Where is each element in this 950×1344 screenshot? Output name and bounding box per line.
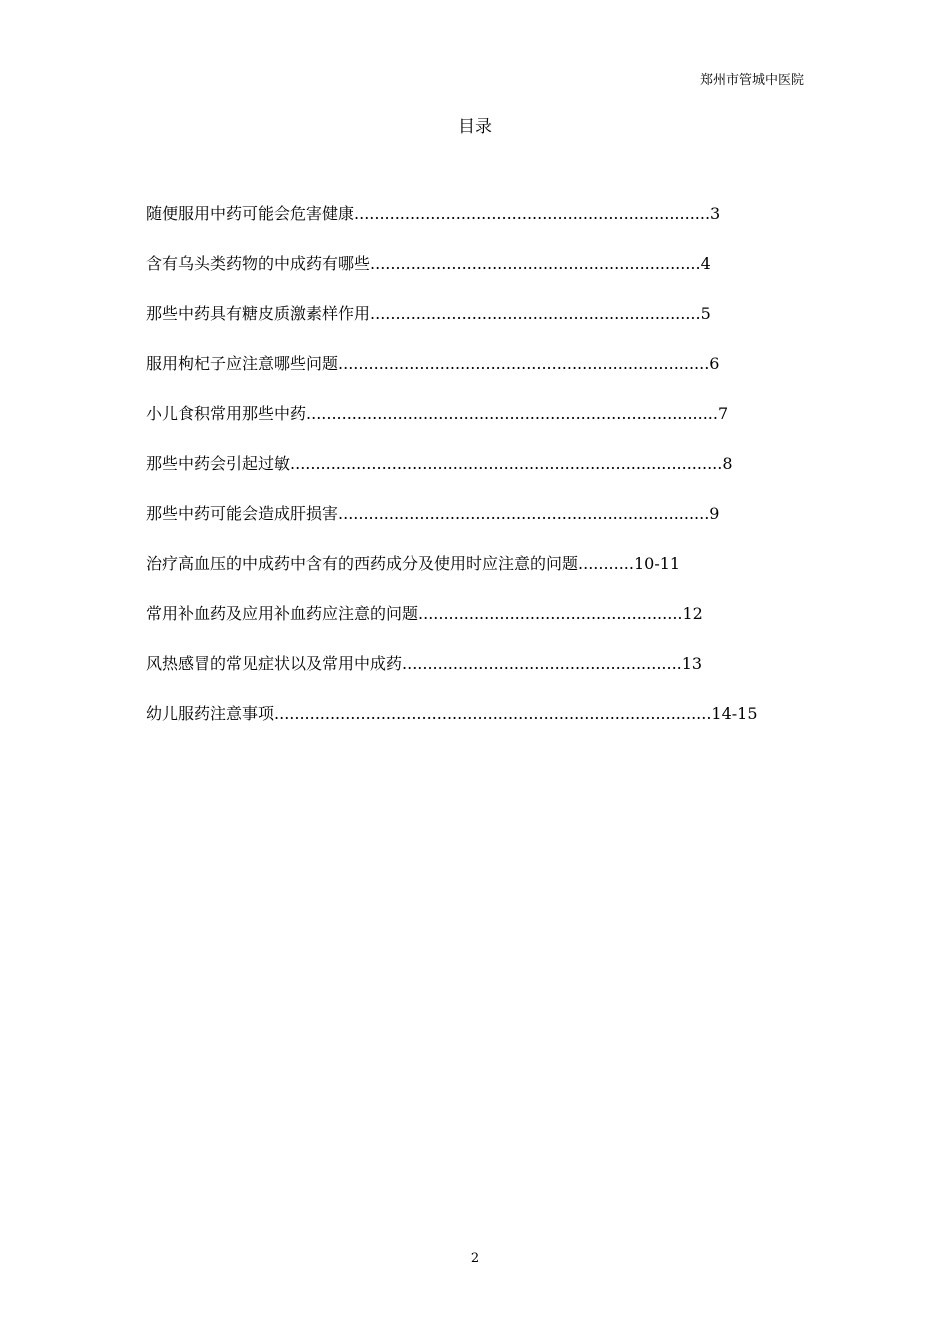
toc-page-number: 3 — [710, 204, 721, 223]
toc-entry-title: 那些中药可能会造成肝损害 — [146, 504, 339, 523]
toc-entry[interactable] — [146, 353, 786, 403]
toc-leader: ........... — [578, 554, 634, 573]
toc-leader: ...................................................................... — [354, 204, 711, 223]
toc-entry-title: 治疗高血压的中成药中含有的西药成分及使用时应注意的问题 — [146, 554, 579, 573]
page-number: 2 — [470, 1251, 480, 1266]
toc-page-number: 9 — [709, 504, 720, 523]
toc-leader: ................................................................................. — [306, 404, 718, 423]
header-org: 郑州市管城中医院 — [699, 73, 804, 88]
table-of-contents — [146, 203, 786, 753]
toc-leader: ......................................................................... — [338, 504, 710, 523]
toc-entry[interactable] — [146, 403, 786, 453]
toc-page-number: 4 — [700, 254, 711, 273]
toc-entry[interactable] — [146, 653, 786, 703]
toc-entry-title: 含有乌头类药物的中成药有哪些 — [146, 254, 371, 273]
toc-page-number: 10-11 — [633, 554, 681, 573]
toc-page-number: 13 — [681, 654, 703, 673]
toc-leader: ......................................................................... — [338, 354, 710, 373]
toc-entry[interactable] — [146, 253, 786, 303]
toc-entry[interactable] — [146, 603, 786, 653]
toc-page-number: 6 — [709, 354, 720, 373]
toc-entry[interactable] — [146, 503, 786, 553]
toc-leader: ....................................................... — [402, 654, 682, 673]
toc-entry-title: 常用补血药及应用补血药应注意的问题 — [146, 604, 419, 623]
toc-entry[interactable] — [146, 703, 786, 753]
toc-entry[interactable] — [146, 203, 786, 253]
page-title: 目录 — [458, 117, 492, 137]
toc-leader: ................................................................. — [370, 304, 701, 323]
toc-entry[interactable] — [146, 553, 786, 603]
toc-entry-title: 风热感冒的常见症状以及常用中成药 — [146, 654, 403, 673]
toc-page-number: 8 — [722, 454, 733, 473]
toc-leader: ..................................................................................... — [290, 454, 723, 473]
toc-leader: .................................................... — [418, 604, 683, 623]
toc-leader: ................................................................. — [370, 254, 701, 273]
toc-entry-title: 随便服用中药可能会危害健康 — [146, 204, 355, 223]
toc-page-number: 12 — [682, 604, 703, 623]
toc-page-number: 7 — [717, 404, 729, 423]
toc-entry-title: 那些中药具有糖皮质激素样作用 — [146, 304, 371, 323]
toc-entry-title: 那些中药会引起过敏 — [146, 454, 291, 473]
toc-entry[interactable] — [146, 453, 786, 503]
toc-entry[interactable] — [146, 303, 786, 353]
toc-entry-title: 服用枸杞子应注意哪些问题 — [146, 354, 339, 373]
toc-entry-title: 小儿食积常用那些中药 — [146, 404, 307, 423]
toc-page-number: 14-15 — [711, 704, 758, 723]
toc-leader: ...................................................................................... — [274, 704, 712, 723]
toc-page-number: 5 — [700, 304, 711, 323]
toc-entry-title: 幼儿服药注意事项 — [146, 704, 275, 723]
